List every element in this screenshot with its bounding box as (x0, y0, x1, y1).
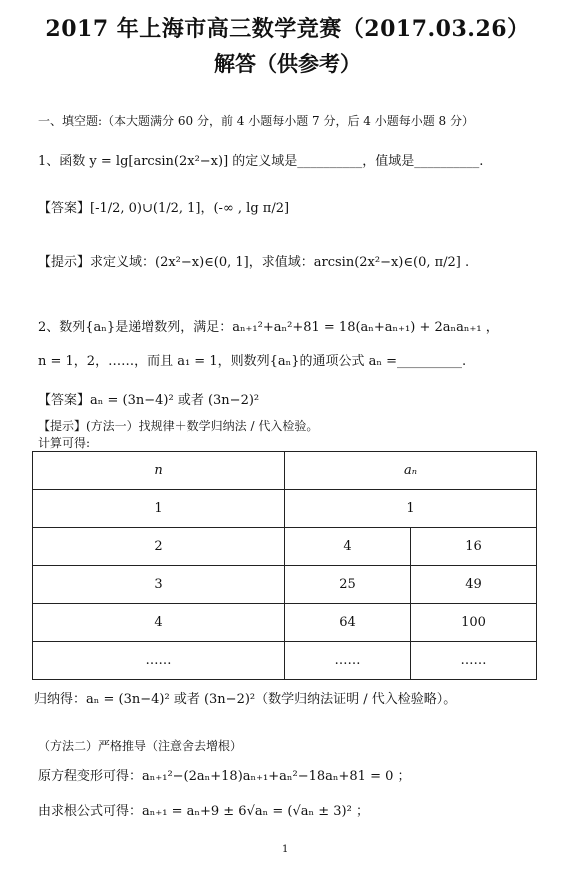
q1-hint: 【提示】求定义域：(2x²−x)∈(0, 1]，求值域：arcsin(2x²−x)∈(0, π/2] . (38, 255, 470, 270)
table-cell: 1 (285, 490, 537, 528)
q1-question: 1、函数 y = lg[arcsin(2x²−x)] 的定义域是__________，值域是__________. (38, 154, 484, 169)
table-row (33, 452, 537, 490)
section-heading: 一、填空题:（本大题满分 60 分，前 4 小题每小题 7 分，后 4 小题每小题 8 分） (38, 114, 474, 128)
document-title: 2017 年上海市高三数学竞赛（2017.03.26） (45, 16, 530, 42)
q2-question-line2: n = 1，2，……，而且 a₁ = 1，则数列{aₙ}的通项公式 aₙ =__________. (38, 354, 467, 369)
q2-answer: 【答案】aₙ = (3n−4)² 或者 (3n−2)² (38, 393, 260, 408)
table-row (33, 642, 537, 680)
q2-hint: 【提示】(方法一）找规律＋数学归纳法 / 代入检验。 (38, 419, 319, 433)
induction-result: 归纳得：aₙ = (3n−4)² 或者 (3n−2)²（数学归纳法证明 / 代入检验略）。 (34, 692, 457, 707)
table-header-n: n (33, 452, 285, 490)
document-subtitle: 解答（供参考） (214, 51, 361, 76)
table-cell: 1 (33, 490, 285, 528)
table-cell: 25 (285, 566, 411, 604)
table-row (33, 528, 537, 566)
table-cell: 4 (33, 604, 285, 642)
table-cell: 16 (411, 528, 537, 566)
table-cell: 49 (411, 566, 537, 604)
q1-answer: 【答案】[-1/2, 0)∪(1/2, 1]，(-∞ , lg π/2] (38, 201, 290, 216)
table-header-a: aₙ (285, 452, 537, 490)
table-cell: 100 (411, 604, 537, 642)
q2-question-line1: 2、数列{aₙ}是递增数列，满足：aₙ₊₁²+aₙ²+81 = 18(aₙ+aₙ₊₁) + 2aₙaₙ₊₁ ， (38, 320, 499, 335)
table-cell: …… (33, 642, 285, 680)
table-cell: …… (285, 642, 411, 680)
table-cell: 2 (33, 528, 285, 566)
sequence-table (32, 451, 537, 680)
method2-heading: （方法二）严格推导（注意舍去增根） (38, 739, 243, 753)
page-number: 1 (282, 844, 289, 855)
table-row (33, 566, 537, 604)
table-row (33, 490, 537, 528)
table-cell: 4 (285, 528, 411, 566)
root-formula: 由求根公式可得：aₙ₊₁ = aₙ+9 ± 6√aₙ = (√aₙ ± 3)² ； (38, 804, 369, 819)
q2-calc-label: 计算可得: (38, 436, 91, 450)
table-cell: 3 (33, 566, 285, 604)
table-cell: 64 (285, 604, 411, 642)
table-row (33, 604, 537, 642)
transform-equation: 原方程变形可得：aₙ₊₁²−(2aₙ+18)aₙ₊₁+aₙ²−18aₙ+81 = 0 ； (38, 769, 411, 784)
table-cell: …… (411, 642, 537, 680)
